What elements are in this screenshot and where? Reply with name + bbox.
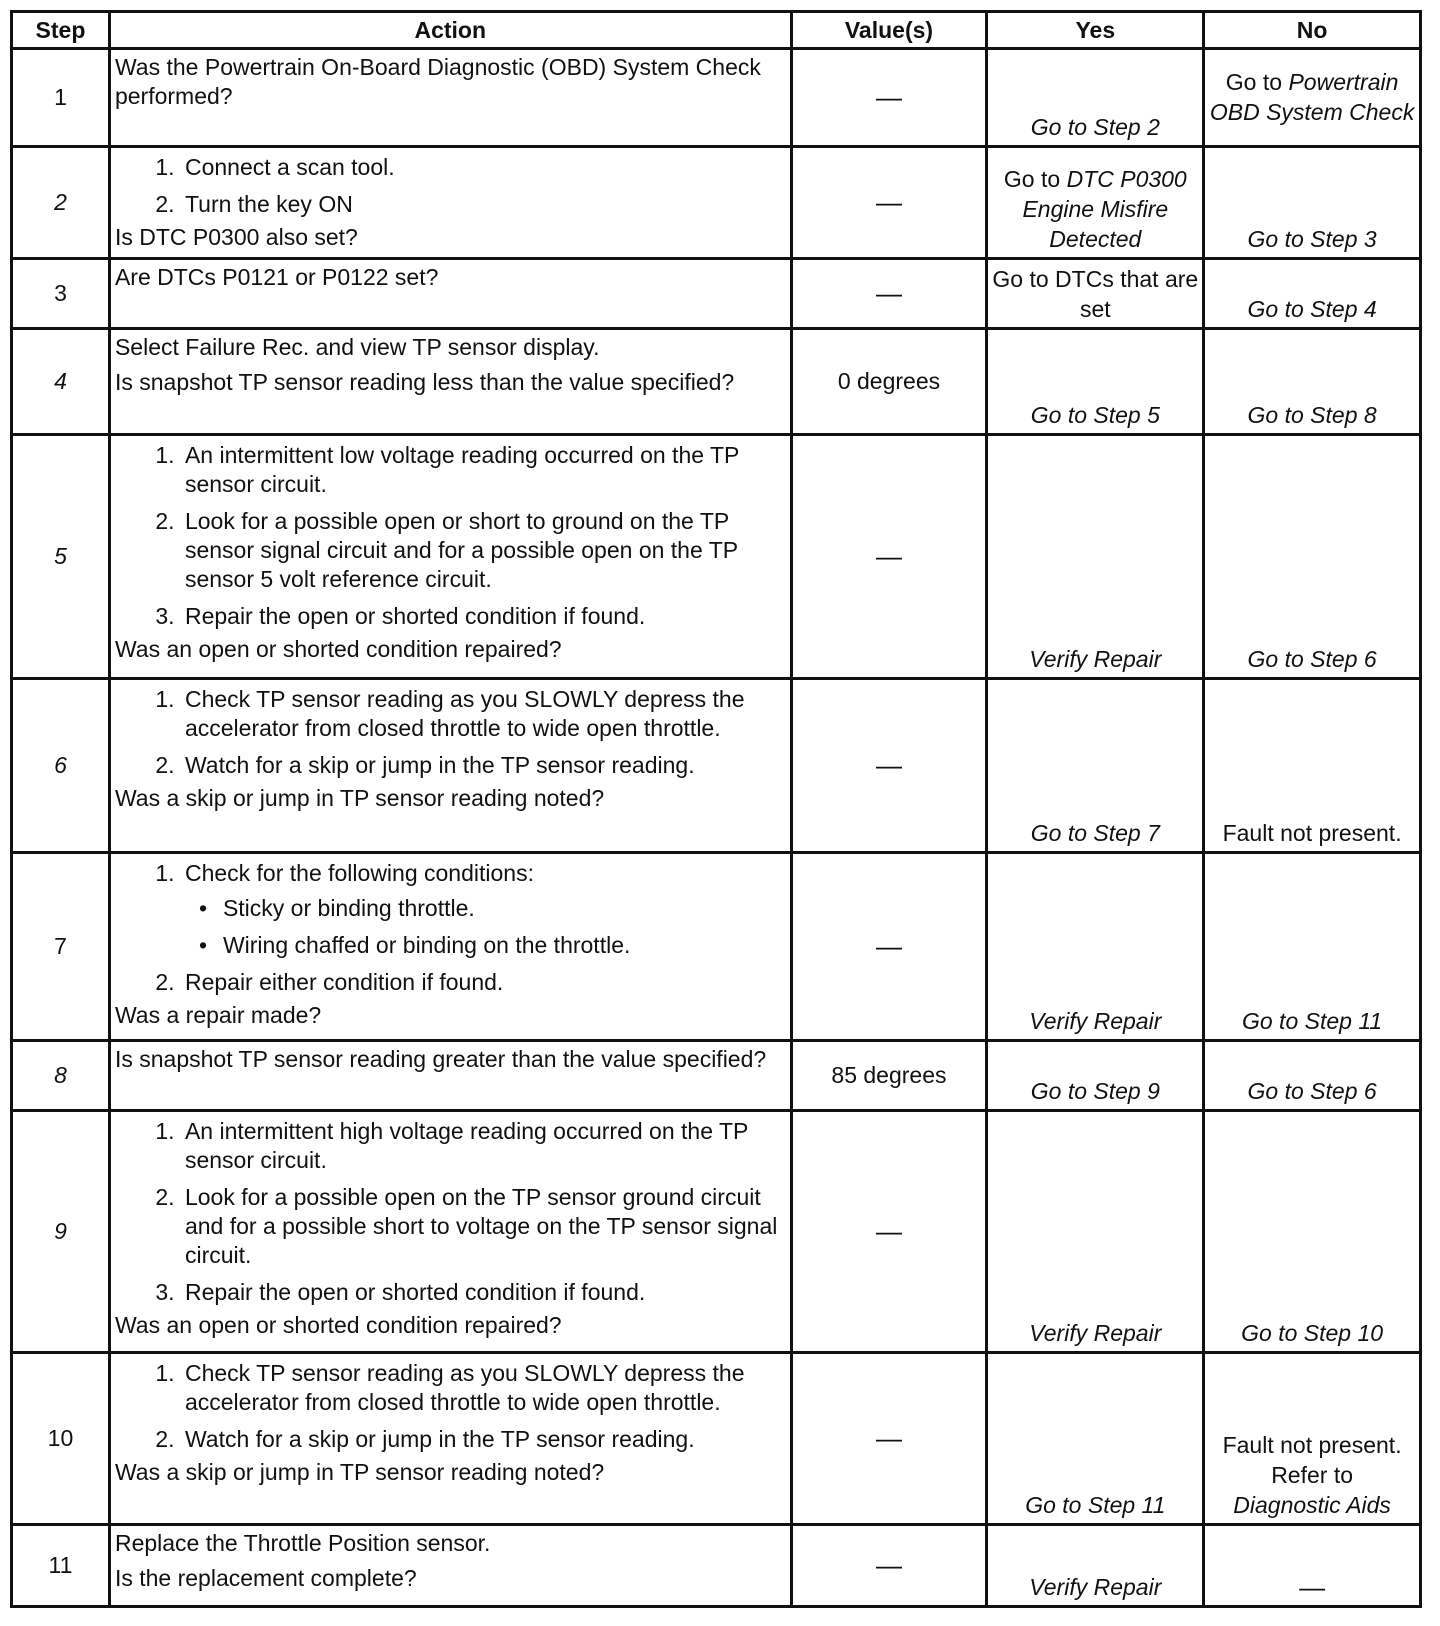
step-number: 6 <box>12 679 110 853</box>
value-cell: — <box>791 679 987 853</box>
action-step-item: 1. Connect a scan tool. <box>181 153 786 182</box>
step-number: 2 <box>12 147 110 259</box>
action-step-item: 2. Repair either condition if found. <box>181 968 786 997</box>
no-cell: Go to Step 8 <box>1204 329 1421 435</box>
header-action: Action <box>109 12 791 49</box>
no-cell: Go to Step 4 <box>1204 259 1421 329</box>
action-question: Was a skip or jump in TP sensor reading noted? <box>114 1459 605 1485</box>
header-row <box>12 12 1421 49</box>
no-cell <box>1204 49 1421 147</box>
action-cell <box>109 1353 791 1525</box>
value-cell: — <box>791 147 987 259</box>
yes-cell: Verify Repair <box>987 1525 1204 1607</box>
no-text: Fault not present. Refer to <box>1222 1432 1402 1488</box>
table-row <box>12 1111 1421 1353</box>
no-cell <box>1204 1353 1421 1525</box>
action-question: Was the Powertrain On-Board Diagnostic (OBD) System Check performed? <box>114 54 761 109</box>
action-step-item: 1. Check TP sensor reading as you SLOWLY depress the accelerator from closed throttle to wide open throttle. <box>181 1359 786 1417</box>
action-step-item: 3. Repair the open or shorted condition if found. <box>181 1278 786 1307</box>
condition-item: • Wiring chaffed or binding on the throttle. <box>215 931 786 960</box>
action-cell <box>109 329 791 435</box>
step-number: 4 <box>12 329 110 435</box>
value-cell: 0 degrees <box>791 329 987 435</box>
action-step-item: 1. Check TP sensor reading as you SLOWLY depress the accelerator from closed throttle to wide open throttle. <box>181 685 786 743</box>
yes-cell: Verify Repair <box>987 853 1204 1041</box>
action-question: Was a repair made? <box>114 1002 322 1028</box>
table-row <box>12 853 1421 1041</box>
yes-cell: Verify Repair <box>987 1111 1204 1353</box>
no-cell: Fault not present. <box>1204 679 1421 853</box>
action-cell <box>109 853 791 1041</box>
no-cell: Go to Step 3 <box>1204 147 1421 259</box>
yes-cell: Verify Repair <box>987 435 1204 679</box>
action-step-item: 2. Turn the key ON <box>181 190 786 219</box>
action-cell <box>109 1525 791 1607</box>
yes-cell: Go to Step 9 <box>987 1041 1204 1111</box>
action-step-item: 2. Look for a possible open or short to ground on the TP sensor signal circuit and for a possible open on the TP sensor 5 volt reference circuit. <box>181 507 786 594</box>
step-number: 3 <box>12 259 110 329</box>
action-step-item: 2. Look for a possible open on the TP sensor ground circuit and for a possible short to voltage on the TP sensor signal circuit. <box>181 1183 786 1270</box>
step-number: 5 <box>12 435 110 679</box>
yes-cell: Go to Step 11 <box>987 1353 1204 1525</box>
table-row <box>12 1041 1421 1111</box>
action-question: Is the replacement complete? <box>114 1565 417 1591</box>
action-question: Was a skip or jump in TP sensor reading noted? <box>114 785 605 811</box>
header-values: Value(s) <box>791 12 987 49</box>
no-cell: Go to Step 10 <box>1204 1111 1421 1353</box>
no-cell: Go to Step 6 <box>1204 435 1421 679</box>
yes-prefix: Go to <box>1003 166 1067 192</box>
yes-cell <box>987 147 1204 259</box>
value-cell: 85 degrees <box>791 1041 987 1111</box>
no-link: Powertrain OBD System Check <box>1209 69 1415 125</box>
action-cell <box>109 49 791 147</box>
yes-cell: Go to Step 2 <box>987 49 1204 147</box>
action-question: Is snapshot TP sensor reading less than the value specified? <box>114 369 735 395</box>
action-instruction: Select Failure Rec. and view TP sensor display. <box>114 334 600 360</box>
action-cell <box>109 1111 791 1353</box>
action-cell <box>109 1041 791 1111</box>
condition-list <box>185 894 786 960</box>
table-row <box>12 147 1421 259</box>
action-steps <box>115 1117 786 1307</box>
action-question: Was an open or shorted condition repaired? <box>114 1312 562 1338</box>
value-cell: — <box>791 1353 987 1525</box>
action-instruction: Replace the Throttle Position sensor. <box>114 1530 491 1556</box>
header-no: No <box>1204 12 1421 49</box>
value-cell: — <box>791 435 987 679</box>
action-steps <box>115 441 786 631</box>
action-step-item: 2. Watch for a skip or jump in the TP sensor reading. <box>181 1425 786 1454</box>
action-step-item: 3. Repair the open or shorted condition if found. <box>181 602 786 631</box>
step-number: 8 <box>12 1041 110 1111</box>
value-cell: — <box>791 1525 987 1607</box>
no-link: Diagnostic Aids <box>1233 1492 1391 1518</box>
no-cell: Go to Step 6 <box>1204 1041 1421 1111</box>
action-step-item: 1. An intermittent low voltage reading occurred on the TP sensor circuit. <box>181 441 786 499</box>
step-number: 10 <box>12 1353 110 1525</box>
action-cell <box>109 259 791 329</box>
yes-cell: Go to DTCs that are set <box>987 259 1204 329</box>
yes-cell: Go to Step 5 <box>987 329 1204 435</box>
table-row <box>12 435 1421 679</box>
action-steps <box>115 859 786 997</box>
action-cell <box>109 435 791 679</box>
action-steps <box>115 1359 786 1454</box>
value-cell: — <box>791 49 987 147</box>
table-row <box>12 259 1421 329</box>
step-number: 1 <box>12 49 110 147</box>
action-cell <box>109 679 791 853</box>
action-step-item: 2. Watch for a skip or jump in the TP sensor reading. <box>181 751 786 780</box>
action-step-text: Check for the following conditions: <box>184 860 534 886</box>
condition-item: • Sticky or binding throttle. <box>215 894 786 923</box>
step-number: 7 <box>12 853 110 1041</box>
diagnostic-table <box>10 10 1422 1608</box>
no-cell: Go to Step 11 <box>1204 853 1421 1041</box>
header-yes: Yes <box>987 12 1204 49</box>
table-row <box>12 49 1421 147</box>
no-prefix: Go to <box>1225 69 1289 95</box>
no-cell: — <box>1204 1525 1421 1607</box>
action-question: Are DTCs P0121 or P0122 set? <box>114 264 439 290</box>
action-question: Was an open or shorted condition repaired? <box>114 636 562 662</box>
value-cell: — <box>791 1111 987 1353</box>
value-cell: — <box>791 853 987 1041</box>
action-step-item <box>181 859 786 960</box>
table-row <box>12 679 1421 853</box>
header-step: Step <box>12 12 110 49</box>
action-step-item: 1. An intermittent high voltage reading occurred on the TP sensor circuit. <box>181 1117 786 1175</box>
action-cell <box>109 147 791 259</box>
action-steps <box>115 685 786 780</box>
yes-link: DTC P0300 Engine Misfire Detected <box>1022 166 1187 252</box>
action-question: Is DTC P0300 also set? <box>114 224 358 250</box>
table-row <box>12 1525 1421 1607</box>
yes-cell: Go to Step 7 <box>987 679 1204 853</box>
action-steps <box>115 153 786 219</box>
step-number: 9 <box>12 1111 110 1353</box>
table-row <box>12 1353 1421 1525</box>
table-row <box>12 329 1421 435</box>
step-number: 11 <box>12 1525 110 1607</box>
action-question: Is snapshot TP sensor reading greater than the value specified? <box>114 1046 767 1072</box>
value-cell: — <box>791 259 987 329</box>
